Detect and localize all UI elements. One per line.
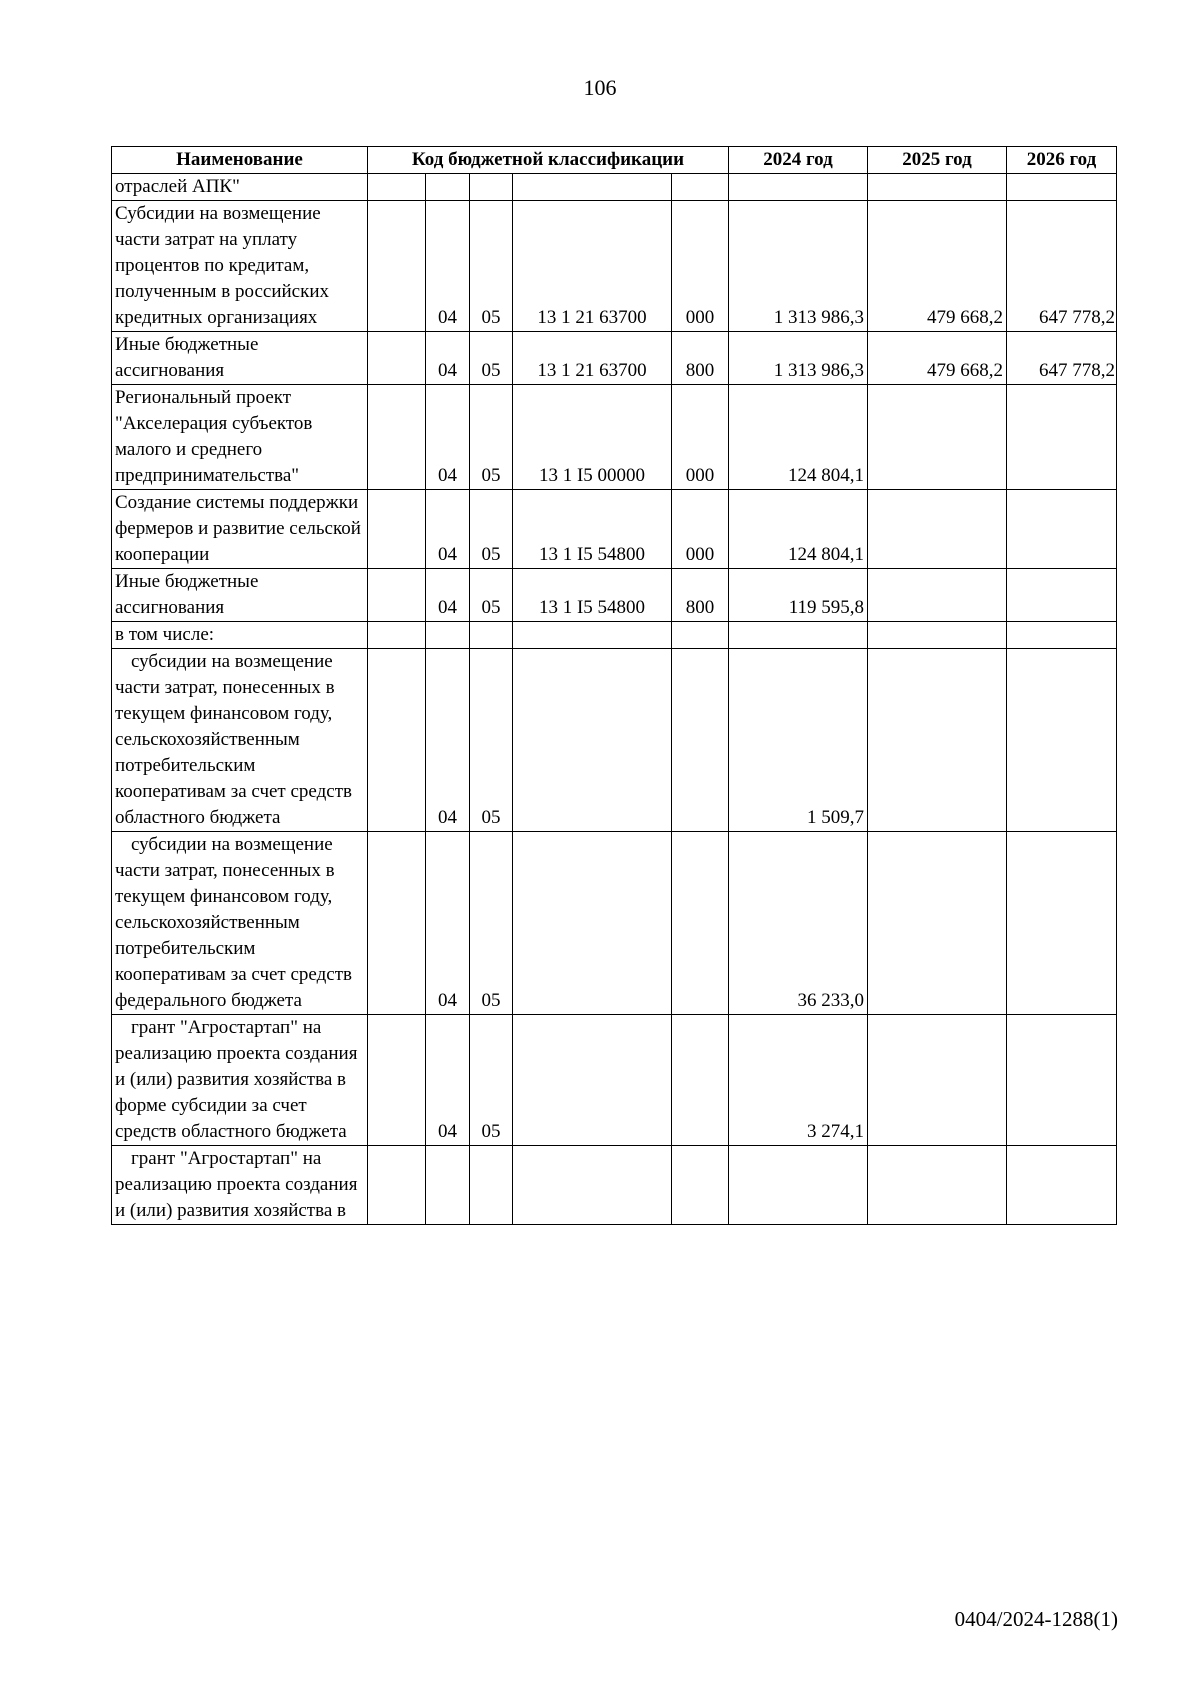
table-row (112, 569, 1117, 622)
code-1 (368, 490, 426, 569)
value-2024: 119 595,8 (729, 569, 868, 622)
value-2024: 1 509,7 (729, 649, 868, 832)
code-1 (368, 649, 426, 832)
row-name: грант "Агростартап" на реализацию проекта создания и (или) развития хозяйства в форме субсидии за счет средств областного бюджета (112, 1015, 368, 1146)
code-target (513, 832, 672, 1015)
code-section: 04 (426, 649, 470, 832)
code-subsection: 05 (470, 1015, 513, 1146)
table-header-row (112, 147, 1117, 174)
code-expense-type (672, 832, 729, 1015)
value-2024: 1 313 986,3 (729, 201, 868, 332)
code-1 (368, 622, 426, 649)
row-name: субсидии на возмещение части затрат, понесенных в текущем финансовом году, сельскохозяйственным потребительским кооперативам за счет средств областного бюджета (112, 649, 368, 832)
value-2025 (868, 832, 1007, 1015)
code-subsection: 05 (470, 490, 513, 569)
value-2026 (1007, 1146, 1117, 1225)
code-section (426, 174, 470, 201)
value-2026 (1007, 569, 1117, 622)
code-subsection: 05 (470, 385, 513, 490)
value-2026 (1007, 1015, 1117, 1146)
value-2025 (868, 622, 1007, 649)
table-row (112, 622, 1117, 649)
code-subsection (470, 174, 513, 201)
code-1 (368, 174, 426, 201)
value-2024: 124 804,1 (729, 490, 868, 569)
table-row (112, 201, 1117, 332)
value-2026 (1007, 174, 1117, 201)
code-target (513, 1015, 672, 1146)
value-2025: 479 668,2 (868, 201, 1007, 332)
code-1 (368, 1015, 426, 1146)
code-subsection: 05 (470, 569, 513, 622)
value-2024 (729, 622, 868, 649)
code-expense-type (672, 649, 729, 832)
page-number: 106 (583, 75, 617, 100)
code-expense-type: 800 (672, 569, 729, 622)
table-row (112, 490, 1117, 569)
code-1 (368, 1146, 426, 1225)
value-2025 (868, 649, 1007, 832)
value-2025 (868, 1015, 1007, 1146)
code-expense-type: 000 (672, 490, 729, 569)
code-subsection (470, 1146, 513, 1225)
code-target: 13 1 I5 54800 (513, 569, 672, 622)
code-target: 13 1 I5 54800 (513, 490, 672, 569)
header-name: Наименование (112, 147, 368, 174)
code-expense-type (672, 1146, 729, 1225)
code-section: 04 (426, 385, 470, 490)
code-1 (368, 569, 426, 622)
code-section (426, 1146, 470, 1225)
value-2025 (868, 490, 1007, 569)
code-subsection: 05 (470, 201, 513, 332)
value-2026 (1007, 649, 1117, 832)
code-1 (368, 385, 426, 490)
value-2026 (1007, 622, 1117, 649)
value-2025 (868, 385, 1007, 490)
document-registration-code: 0404/2024-1288(1) (954, 1607, 1118, 1631)
value-2025 (868, 1146, 1007, 1225)
row-name: в том числе: (112, 622, 368, 649)
value-2024 (729, 174, 868, 201)
table-row (112, 1146, 1117, 1225)
code-1 (368, 201, 426, 332)
code-target (513, 174, 672, 201)
value-2026 (1007, 385, 1117, 490)
table-row (112, 649, 1117, 832)
row-name: субсидии на возмещение части затрат, понесенных в текущем финансовом году, сельскохозяйственным потребительским кооперативам за счет средств федерального бюджета (112, 832, 368, 1015)
value-2026 (1007, 832, 1117, 1015)
value-2025: 479 668,2 (868, 332, 1007, 385)
header-2026: 2026 год (1007, 147, 1117, 174)
table-row (112, 332, 1117, 385)
code-target: 13 1 21 63700 (513, 332, 672, 385)
code-subsection (470, 622, 513, 649)
code-target (513, 649, 672, 832)
code-section: 04 (426, 569, 470, 622)
value-2026: 647 778,2 (1007, 201, 1117, 332)
row-name: Региональный проект "Акселерация субъектов малого и среднего предпринимательства" (112, 385, 368, 490)
row-name: Иные бюджетные ассигнования (112, 332, 368, 385)
code-expense-type (672, 1015, 729, 1146)
value-2024: 124 804,1 (729, 385, 868, 490)
code-target (513, 622, 672, 649)
code-section: 04 (426, 332, 470, 385)
code-1 (368, 332, 426, 385)
value-2024: 36 233,0 (729, 832, 868, 1015)
table-row (112, 832, 1117, 1015)
code-expense-type: 800 (672, 332, 729, 385)
value-2025 (868, 174, 1007, 201)
code-1 (368, 832, 426, 1015)
row-name: Создание системы поддержки фермеров и развитие сельской кооперации (112, 490, 368, 569)
code-expense-type: 000 (672, 385, 729, 490)
header-code: Код бюджетной классификации (368, 147, 729, 174)
code-subsection: 05 (470, 832, 513, 1015)
value-2024 (729, 1146, 868, 1225)
budget-table (111, 146, 1117, 1225)
code-expense-type (672, 174, 729, 201)
code-expense-type: 000 (672, 201, 729, 332)
code-subsection: 05 (470, 649, 513, 832)
table-row (112, 1015, 1117, 1146)
code-section: 04 (426, 490, 470, 569)
row-name: Субсидии на возмещение части затрат на уплату процентов по кредитам, полученным в российских кредитных организациях (112, 201, 368, 332)
code-subsection: 05 (470, 332, 513, 385)
value-2026: 647 778,2 (1007, 332, 1117, 385)
code-section: 04 (426, 1015, 470, 1146)
value-2024: 3 274,1 (729, 1015, 868, 1146)
code-section: 04 (426, 201, 470, 332)
code-target: 13 1 I5 00000 (513, 385, 672, 490)
code-section (426, 622, 470, 649)
value-2025 (868, 569, 1007, 622)
value-2026 (1007, 490, 1117, 569)
code-section: 04 (426, 832, 470, 1015)
table-row (112, 385, 1117, 490)
value-2024: 1 313 986,3 (729, 332, 868, 385)
row-name: грант "Агростартап" на реализацию проекта создания и (или) развития хозяйства в (112, 1146, 368, 1225)
code-expense-type (672, 622, 729, 649)
row-name: Иные бюджетные ассигнования (112, 569, 368, 622)
header-2025: 2025 год (868, 147, 1007, 174)
table-row (112, 174, 1117, 201)
row-name: отраслей АПК" (112, 174, 368, 201)
code-target: 13 1 21 63700 (513, 201, 672, 332)
code-target (513, 1146, 672, 1225)
header-2024: 2024 год (729, 147, 868, 174)
